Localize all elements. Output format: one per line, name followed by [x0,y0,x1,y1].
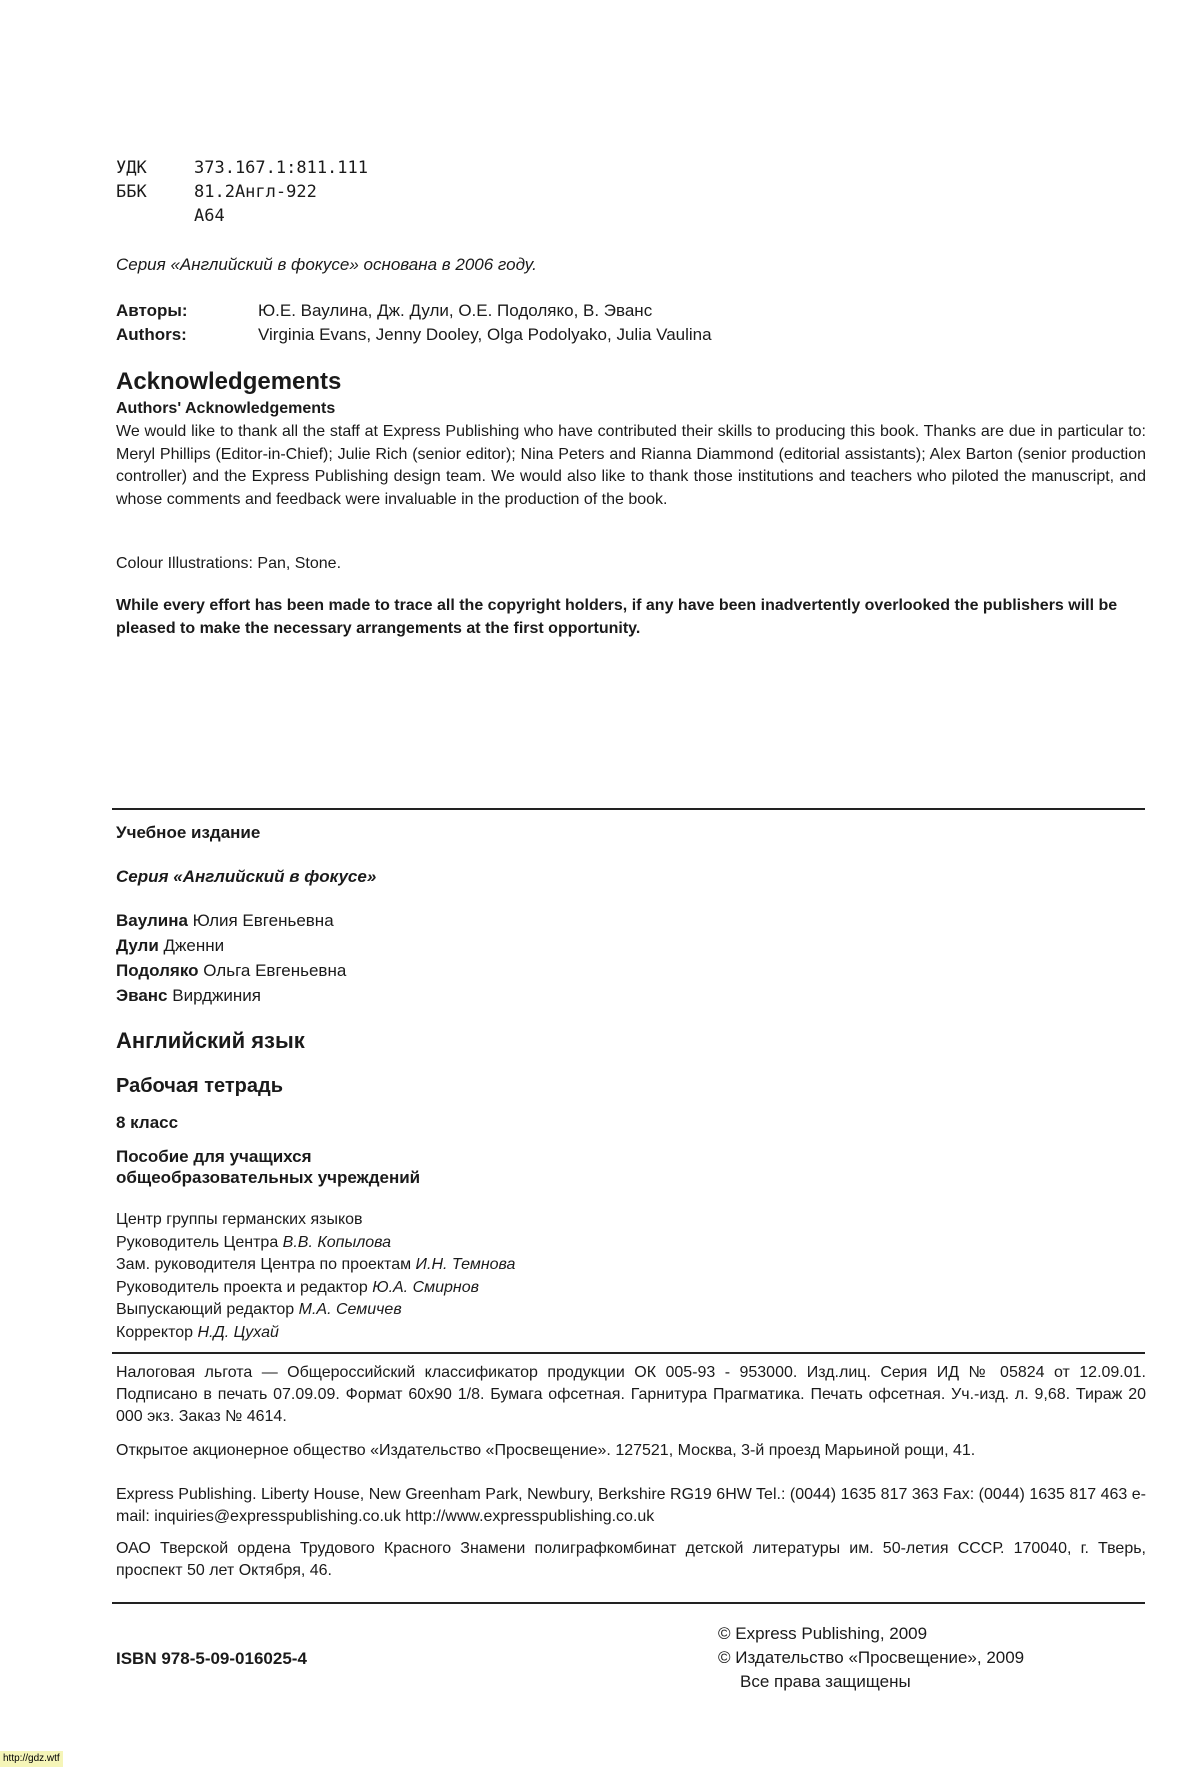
person-surname: Ваулина [116,911,188,930]
staff-person: В.В. Копылова [282,1233,392,1251]
author-row [116,300,712,321]
staff-person: Н.Д. Цухай [197,1323,279,1341]
series-note: Серия «Английский в фокусе» основана в 2006 году. [116,255,537,274]
person-row [116,935,346,960]
staff-role: Зам. руководителя Центра по проектам [116,1256,412,1273]
person-surname: Эванс [116,986,168,1005]
copyright-line: © Express Publishing, 2009 [718,1624,928,1643]
book-subtitle: Рабочая тетрадь [116,1075,284,1097]
ack-body: We would like to thank all the staff at Express Publishing who have contributed their skills to producing this book. Thanks are due in particular to: Meryl Phillips (Editor-in-Chief); Julie Rich (senior editor); Nina Peters and Rianna Diammond (editorial assistants); Alex Barton (senior production controller) and the Express Publishing design team. We would also like to thank those institutions and teachers who piloted the manuscript, and whose comments and feedback were invaluable in the production of the book. [116,423,1146,508]
classification-row [116,158,368,179]
author-label: Авторы: [116,301,188,320]
classification-value: А64 [194,206,225,226]
copyright-line: Все права защищены [740,1672,911,1691]
divider [112,1352,1145,1354]
staff-row [116,1277,515,1300]
person-row [116,985,346,1010]
author-label: Authors: [116,325,187,344]
author-names: Ю.Е. Ваулина, Дж. Дули, О.Е. Подоляко, В. Эванс [258,301,653,320]
classification-block [116,158,368,227]
person-row [116,960,346,985]
people-list [116,910,346,1010]
classification-row [116,206,368,227]
copyright-line: © Издательство «Просвещение», 2009 [718,1648,1025,1667]
staff-person: И.Н. Темнова [415,1256,516,1273]
staff-role: Корректор [116,1323,194,1341]
ack-subheading: Authors' Acknowledgements [116,400,336,417]
divider [112,808,1145,810]
staff-role: Выпускающий редактор [116,1301,295,1318]
person-surname: Подоляко [116,961,199,980]
classification-row [116,182,368,203]
classification-code [116,206,194,227]
staff-role: Руководитель проекта и редактор [116,1278,368,1296]
staff-list [116,1209,515,1344]
grade: 8 класс [116,1113,179,1132]
person-name: Вирджиния [172,986,262,1005]
series-title: Серия «Английский в фокусе» [116,867,377,886]
isbn: ISBN 978-5-09-016025-4 [116,1649,307,1668]
imprint-publisher-ru: Открытое акционерное общество «Издательство «Просвещение». 127521, Москва, 3-й проезд Марьиной рощи, 41. [116,1442,976,1459]
staff-row [116,1232,515,1255]
authors-block [116,300,712,345]
staff-role: Центр группы германских языков [116,1211,363,1228]
staff-person: Ю.А. Смирнов [372,1278,479,1296]
staff-row [116,1209,515,1232]
copyright-block [718,1622,1024,1694]
staff-row [116,1254,515,1277]
staff-row [116,1299,515,1322]
classification-code: ББК [116,182,147,202]
staff-row [116,1322,515,1345]
ack-heading: Acknowledgements [116,368,342,395]
classification-value: 373.167.1:811.111 [194,158,368,178]
author-names: Virginia Evans, Jenny Dooley, Olga Podolyako, Julia Vaulina [258,325,712,344]
illustrations-credit: Colour Illustrations: Pan, Stone. [116,555,342,572]
staff-role: Руководитель Центра [116,1233,279,1251]
imprint-printer: ОАО Тверской ордена Трудового Красного Знамени полиграфкомбинат детской литературы им. 50-летия СССР. 170040, г. Тверь, проспект 50 лет Октября, 46. [116,1540,1146,1579]
imprint-publisher-en: Express Publishing. Liberty House, New Greenham Park, Newbury, Berkshire RG19 6HW Tel.: (0044) 1635 817 363 Fax: (0044) 1635 817 463 e-mail: inquiries@expresspublishing.co.uk http://www.expresspublishing.co.uk [116,1486,1146,1525]
person-surname: Дули [116,936,159,955]
person-name: Ольга Евгеньевна [203,961,347,980]
edition-type: Учебное издание [116,823,261,842]
purpose-line: Пособие для учащихся [116,1147,312,1166]
classification-value: 81.2Англ-922 [194,182,317,202]
person-row [116,910,346,935]
person-name: Дженни [163,936,225,955]
person-name: Юлия Евгеньевна [192,911,334,930]
watermark-link[interactable]: http://gdz.wtf [0,1751,63,1767]
copyright-notice: While every effort has been made to trace all the copyright holders, if any have been inadvertently overlooked the publishers will be pleased to make the necessary arrangements at the first opportunity. [116,597,1118,637]
purpose [116,1146,420,1188]
author-row [116,324,712,345]
staff-person: М.А. Семичев [298,1301,402,1318]
purpose-line: общеобразовательных учреждений [116,1168,421,1187]
classification-code: УДК [116,158,147,178]
imprint-tax: Налоговая льгота — Общероссийский классификатор продукции ОК 005-93 - 953000. Изд.лиц. Серия ИД № 05824 от 12.09.01. Подписано в печать 07.09.09. Формат 60x90 1/8. Бумага офсетная. Гарнитура Прагматика. Печать офсетная. Уч.-изд. л. 9,68. Тираж 20 000 экз. Заказ № 4614. [116,1364,1146,1425]
book-title: Английский язык [116,1028,305,1053]
divider [112,1602,1145,1604]
